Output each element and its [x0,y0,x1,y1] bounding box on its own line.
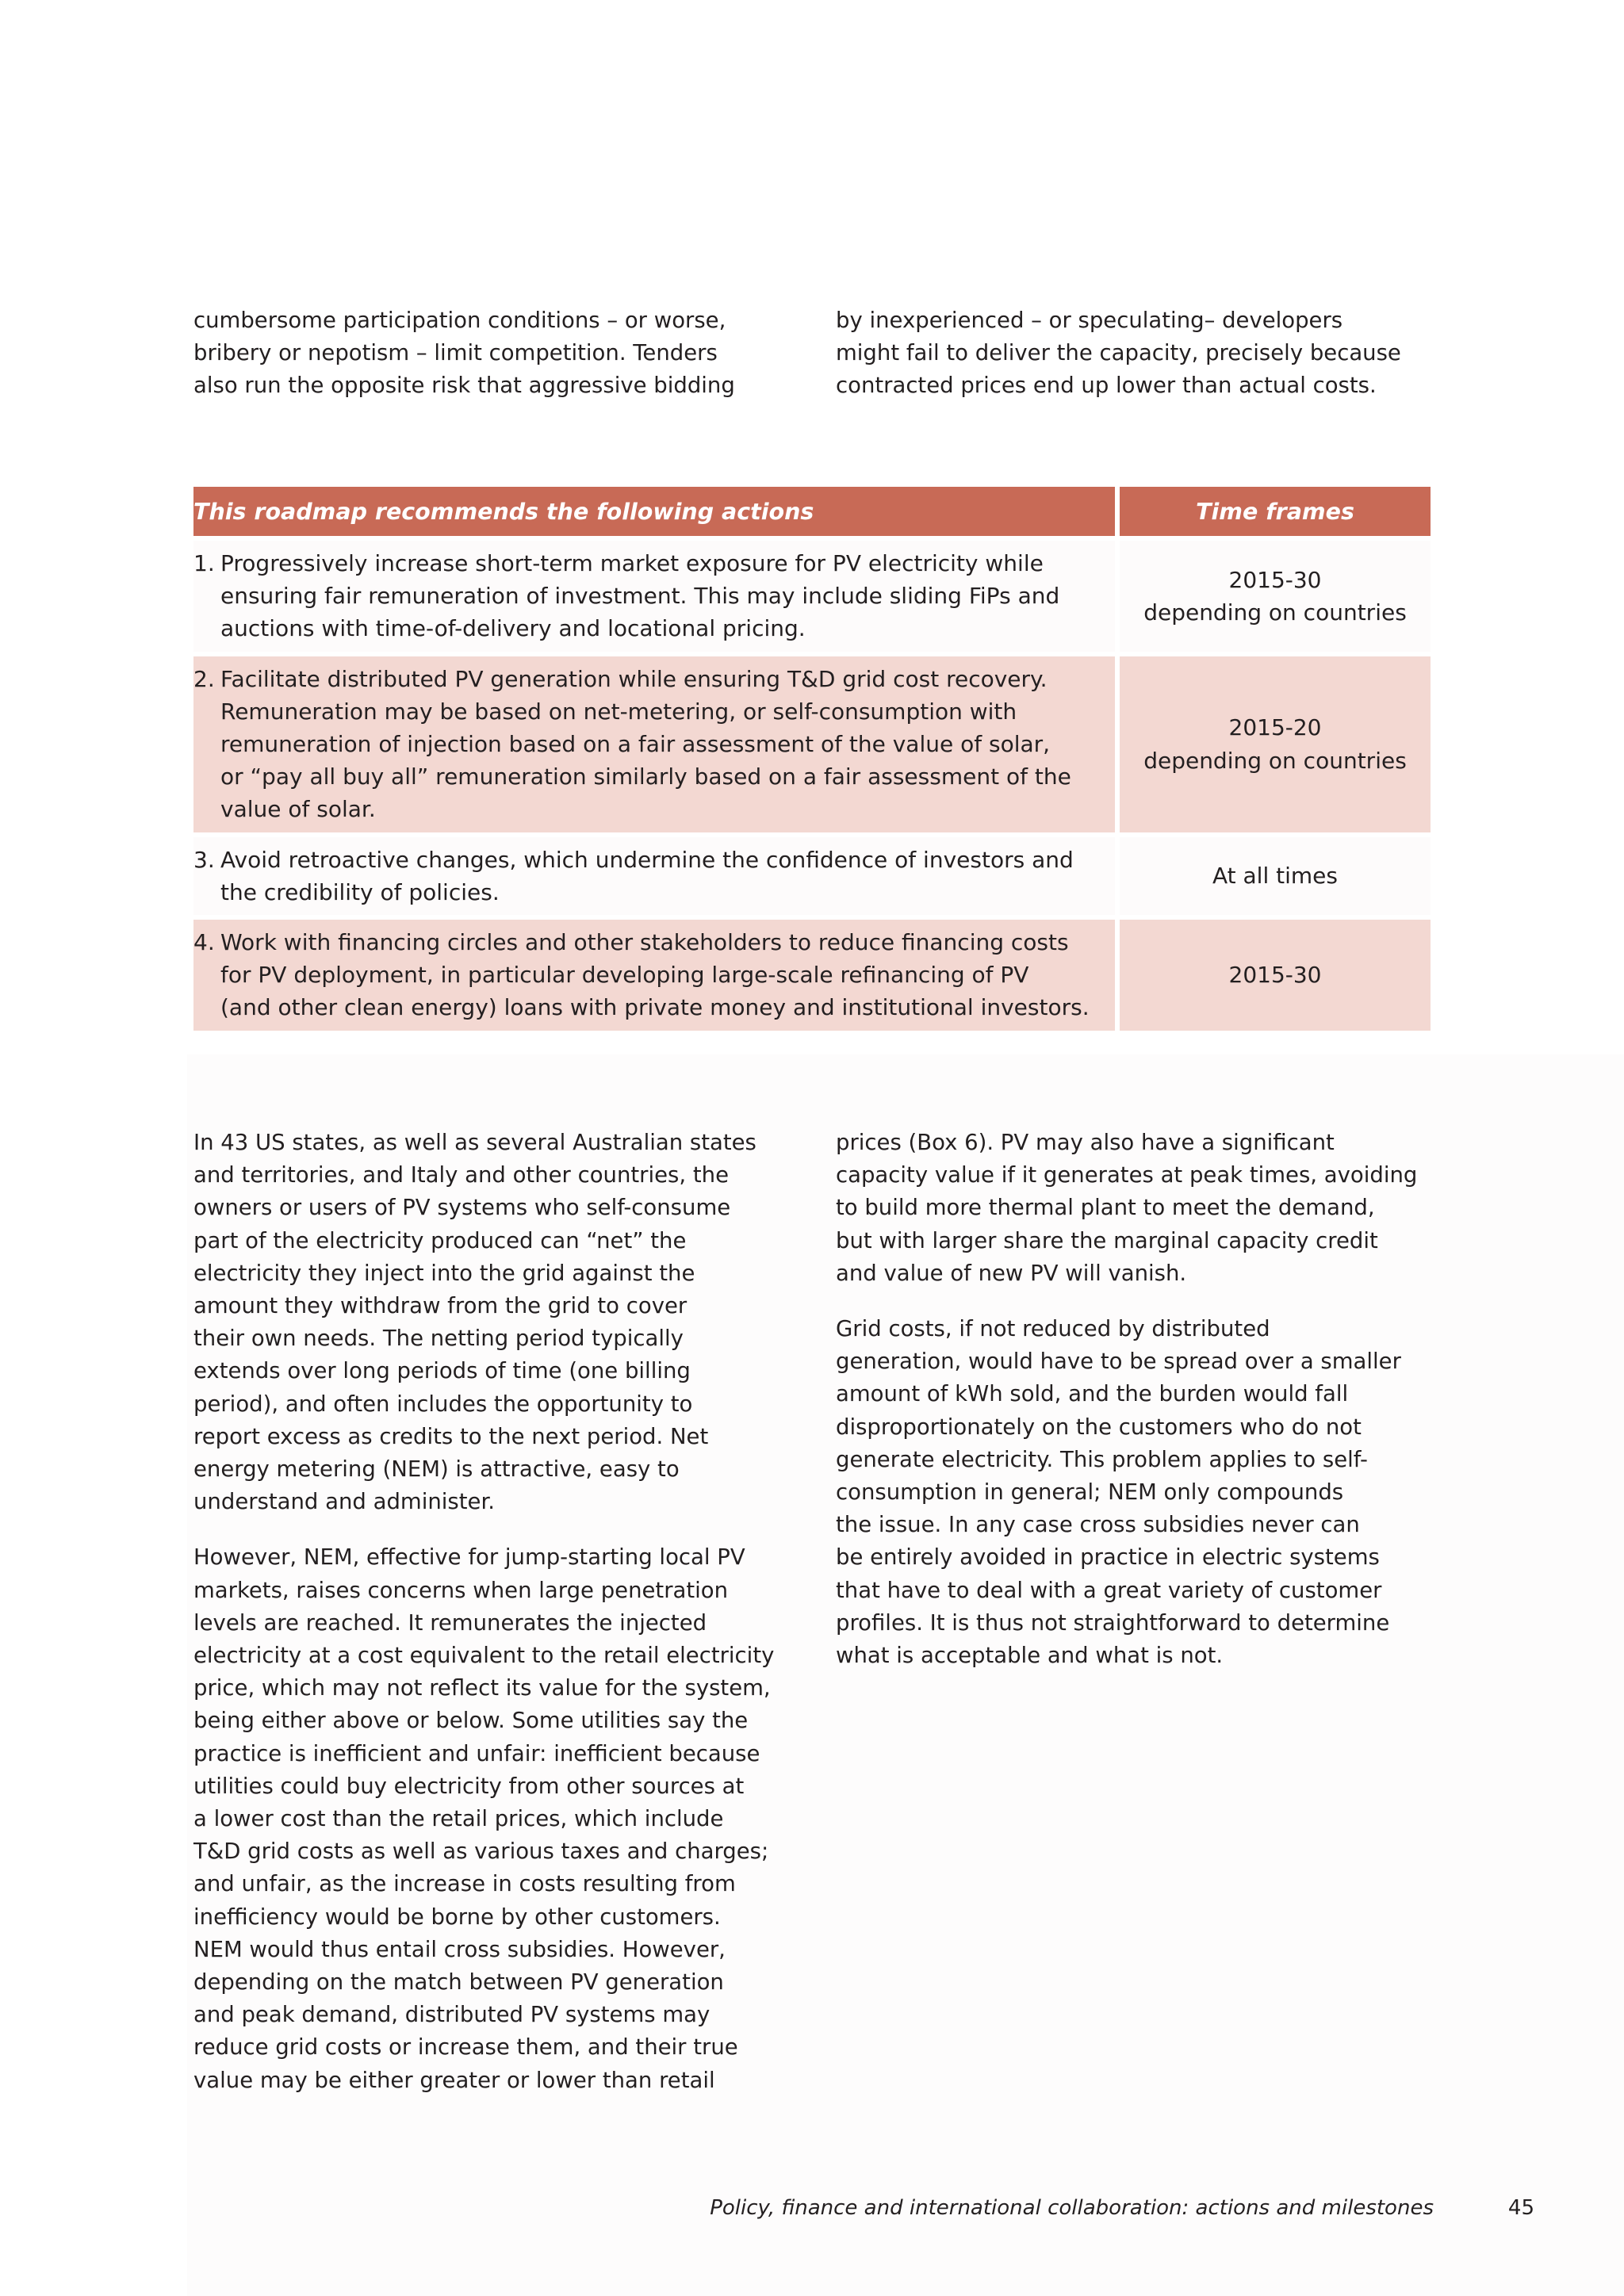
action-cell [193,656,1115,832]
page-number: 45 [1507,2196,1534,2220]
top-right-column [836,304,1431,426]
top-left-paragraph: cumbersome participation conditions – or worse, bribery or nepotism – limit competition. Tenders also run the opposite risk that aggressive bidding [193,308,735,399]
time-frame-note: depending on countries [1143,747,1407,774]
bottom-right-column [836,1127,1431,1695]
running-title: Policy, finance and international collaboration: actions and milestones [710,2196,1434,2220]
action-text: Avoid retroactive changes, which undermine the confidence of investors and the credibility of policies. [220,846,1074,905]
action-number: 1. [193,550,215,576]
recommendations-table [193,487,1431,1031]
capacity-value-paragraph: prices (Box 6). PV may also have a significant capacity value if it generates at peak times, avoiding to build more thermal plant to meet the demand, but with larger share the marginal capacity credit and value of new PV will vanish. [836,1130,1418,1286]
action-number: 3. [193,846,215,873]
table-row [193,541,1431,652]
time-frame-value: 2015-20 [1228,714,1322,741]
time-frame-cell [1120,837,1431,915]
header-actions: This roadmap recommends the following actions [193,487,1115,536]
table-row [193,656,1431,832]
page-footer [0,2196,1624,2228]
action-text: Facilitate distributed PV generation while ensuring T&D grid cost recovery. Remuneration may be based on net-metering, or self-consumption with remuneration of injection based on a fair assessment of the value of solar, or “pay all buy all” remuneration similarly based on a fair assessment of the value of solar. [220,665,1071,823]
action-cell [193,920,1115,1031]
top-right-paragraph: by inexperienced – or speculating– developers might fail to deliver the capacity, precisely because contracted prices end up lower than actual costs. [836,308,1401,399]
time-frame-cell [1120,541,1431,652]
table-row [193,837,1431,915]
time-frame-cell [1120,656,1431,832]
action-cell [193,837,1115,915]
table-header [193,487,1431,536]
time-frame-value: 2015-30 [1228,566,1322,593]
action-text: Progressively increase short-term market exposure for PV electricity while ensuring fair remuneration of investment. This may include sliding FiPs and auctions with time-of-delivery and locational pricing. [220,550,1060,642]
table-row [193,920,1431,1031]
bottom-left-column [193,1127,796,2120]
header-time-frames: Time frames [1120,487,1431,536]
action-cell [193,541,1115,652]
action-text: Work with financing circles and other stakeholders to reduce financing costs for PV deployment, in particular developing large-scale refinancing of PV (and other clean energy) loans with private money and institutional investors. [220,929,1090,1021]
action-number: 2. [193,665,215,692]
action-number: 4. [193,929,215,956]
top-left-column [193,304,796,426]
time-frame-note: depending on countries [1143,599,1407,626]
time-frame-cell [1120,920,1431,1031]
nem-concerns-paragraph: However, NEM, effective for jump-starting local PV markets, raises concerns when large penetration levels are reached. It remunerates the injected electricity at a cost equivalent to the retail electricity price, which may not reflect its value for the system, being either above or below. Some utilities say the practice is inefficient and unfair: inefficient because utilities could buy electricity from other sources at a lower cost than the retail prices, which include T&D grid costs as well as various taxes and charges; and unfair, as the increase in costs resulting from inefficiency would be borne by other customers. NEM would thus entail cross subsidies. However, depending on the match between PV generation and peak demand, distributed PV systems may reduce grid costs or increase them, and their true value may be either greater or lower than retail [193,1544,775,2093]
nem-paragraph: In 43 US states, as well as several Australian states and territories, and Italy and other countries, the owners or users of PV systems who self-consume part of the electricity produced can “net” the electricity they inject into the grid against the amount they withdraw from the grid to cover their own needs. The netting period typically extends over long periods of time (one billing period), and often includes the opportunity to report excess as credits to the next period. Net energy metering (NEM) is attractive, easy to understand and administer. [193,1130,756,1515]
grid-costs-paragraph: Grid costs, if not reduced by distributed generation, would have to be spread over a smaller amount of kWh sold, and the burden would fall disproportionately on the customers who do not generate electricity. This problem applies to self- consumption in general; NEM only compounds the issue. In any case cross subsidies never can be entirely avoided in practice in electric systems that have to deal with a great variety of customer profiles. It is thus not straightforward to determine what is acceptable and what is not. [836,1316,1401,1669]
time-frame-value: At all times [1212,863,1338,890]
time-frame-value: 2015-30 [1228,962,1322,989]
